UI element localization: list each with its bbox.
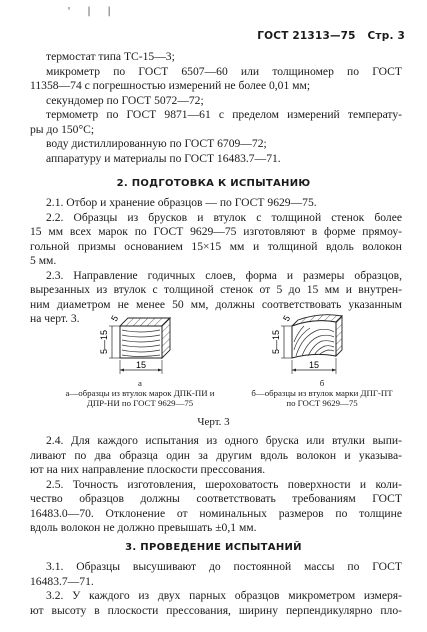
list-item: термостат типа ТС-15—3; <box>46 50 175 63</box>
caption-line: а—образцы из втулок марок ДПК-ПИ и <box>65 388 215 398</box>
section-title: 3. ПРОВЕДЕНИЕ ИСПЫТАНИЙ <box>125 542 302 553</box>
list-item: микрометр по ГОСТ 6507—60 или толщиномер по ГОСТ <box>46 64 402 78</box>
section-title: 2. ПОДГОТОВКА К ИСПЫТАНИЮ <box>116 178 311 189</box>
paragraph-line: 2.3. Направление годичных слоев, форма и размеры образцов, <box>46 268 402 282</box>
paragraph-line: 16483.7—71. <box>30 574 94 588</box>
paragraph-line: 16483.0—70. Отклонение от номинальных размеров по толщине <box>30 506 402 520</box>
list-item: аппаратуру и материалы по ГОСТ 16483.7—71. <box>46 151 281 165</box>
paragraph-line: вдоль волокон не должно превышать ±0,1 мм. <box>30 521 257 534</box>
caption-line: б—образцы из втулок марки ДПГ-ПТ <box>251 388 393 398</box>
dim-small-label: 5 <box>109 313 121 323</box>
paragraph-line: 2.4. Для каждого испытания из одного бруска или втулки выпи- <box>46 434 402 447</box>
caption-line: ДПР-НИ по ГОСТ 9629—75 <box>86 398 194 408</box>
paragraph-line: на черт. 3. <box>30 312 80 325</box>
caption-letter: б <box>319 378 325 388</box>
dim-small-label: 5 <box>281 313 293 323</box>
paragraph-line: 5 мм. <box>30 254 57 267</box>
list-item-continuation: 11358—74 с погрешностью измерений не более 0,01 мм; <box>30 79 311 92</box>
scan-marks: ' | | <box>66 6 117 17</box>
caption-line: по ГОСТ 9629—75 <box>286 398 358 408</box>
paragraph-line: чество образцов должны соответствовать требованиям ГОСТ <box>30 492 402 505</box>
specimen-drawing-a <box>90 312 200 384</box>
paragraph-line: ют на них направление плоскости прессования. <box>30 463 266 476</box>
paragraph-line: ним диаметром не менее 50 мм, должны соответствовать указанным <box>30 297 402 311</box>
paragraph-line: 3.1. Образцы высушивают до постоянной массы по ГОСТ <box>46 560 402 573</box>
equipment-list <box>30 50 402 166</box>
paragraph-line: 2.5. Точность изготовления, шероховатость поверхности и коли- <box>46 477 402 491</box>
figure-label: Черт. 3 <box>197 416 230 428</box>
figure-caption-a <box>50 378 230 408</box>
paragraph-line: 2.1. Отбор и хранение образцов — по ГОСТ 9629—75. <box>46 196 317 209</box>
section-2-continued <box>30 434 402 536</box>
page-number: Стр. 3 <box>367 30 405 42</box>
list-item-continuation: ры до 150°С; <box>30 122 95 136</box>
specimen-drawing-b <box>262 312 372 384</box>
caption-letter: а <box>138 378 142 388</box>
dim-bottom-label: 15 <box>136 360 147 370</box>
paragraph-line: гольной призмы основанием 15×15 мм и толщиной вдоль волокон <box>30 239 402 253</box>
paragraph-line: вырезанных из втулок с толщиной стенок от 5 до 15 мм и внутрен- <box>30 283 402 296</box>
paragraph-line: ют высоту в плоскости прессования, ширину перпендикулярно пло- <box>30 603 402 617</box>
paragraph-line: 3.2. У каждого из двух парных образцов микрометром измеря- <box>46 589 402 602</box>
standard-number: ГОСТ 21313—75 <box>257 30 356 42</box>
paragraph-line: ливают по два образца один за другим вдоль волокон и указыва- <box>30 448 402 462</box>
paragraph-line: 2.2. Образцы из брусков и втулок с толщиной стенок более <box>46 210 402 224</box>
section-2-text <box>30 196 402 327</box>
list-item: воду дистиллированную по ГОСТ 6709—72; <box>46 137 267 150</box>
list-item: секундомер по ГОСТ 5072—72; <box>46 93 204 107</box>
section-3-text <box>30 560 402 618</box>
paragraph-line: 15 мм всех марок по ГОСТ 9629—75 изготовляют в форме прямоу- <box>30 225 402 238</box>
dim-bottom-label: 15 <box>309 360 320 370</box>
page-header <box>249 30 405 42</box>
dim-vertical-label: 5—15 <box>271 329 281 354</box>
figure-caption-b <box>232 378 412 408</box>
dim-vertical-label: 5—15 <box>99 329 109 354</box>
list-item: термометр по ГОСТ 9871—61 с пределом измерений температу- <box>46 108 402 121</box>
